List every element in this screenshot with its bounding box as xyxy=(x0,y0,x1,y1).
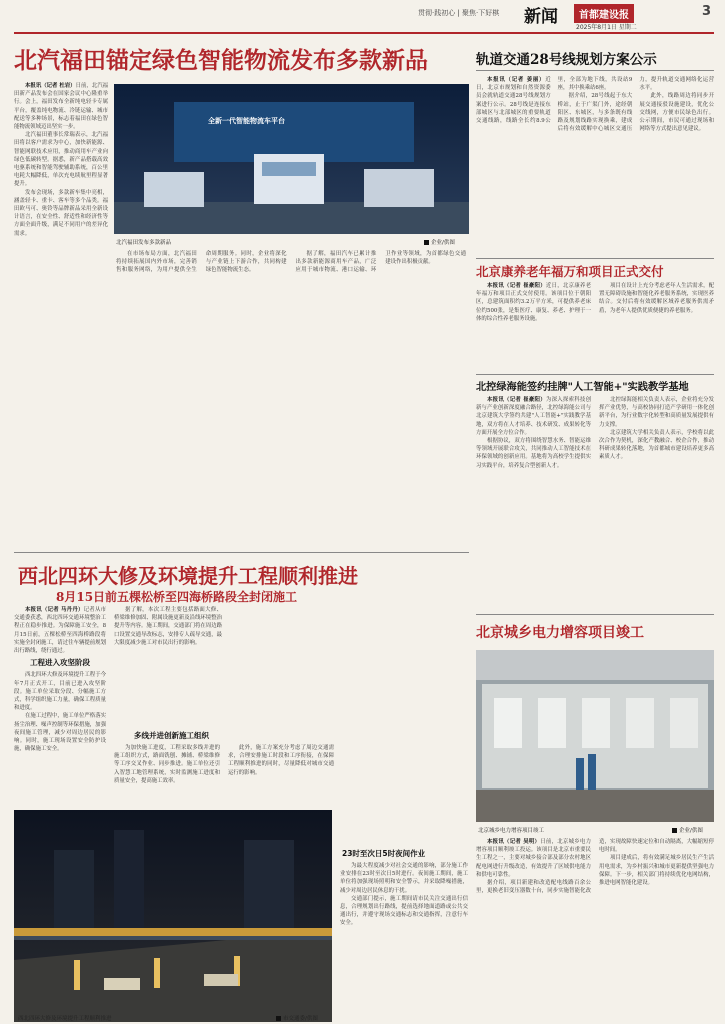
power-photo-credit xyxy=(672,826,703,834)
xisihuan-sec1-para-2: 在施工过程中，施工单位严格落实扬尘治理、噪声控制等环保措施，加强夜间施工管理，减少对周边居民的影响。同时，施工现场设置安全防护设施，确保施工安全。 xyxy=(14,713,106,753)
hai-para-2: 根据协议，双方将围绕智慧水务、智能运维等领域开展联合攻关，共同推动人工智能技术在环保领域的创新应用。基地将为高校学生提供实习实践平台，培养复合型创新人才。 xyxy=(476,438,591,469)
power-headline: 北京城乡电力增容项目竣工 xyxy=(476,625,644,641)
power-para-3: 项目建成后，将有效满足城乡居民生产生活用电需求，为乡村振兴和城市更新提供坚强电力保障。下一步，相关部门将持续优化电网结构，推进电网智能化建设。 xyxy=(599,855,714,887)
line28-rule xyxy=(476,70,714,71)
beiqi-stage-sign: 全新一代智能物流车平台 xyxy=(208,116,285,125)
beiqi-column-1 xyxy=(14,82,108,546)
credit-square-icon xyxy=(276,1016,281,1021)
kangyang-para-1: 近日，北京康养老年福万和项目正式交付使用。该项目位于朝阳区，总建筑面积约3.2万平方米，可提供养老床位约500张，是集医疗、康复、养老、护理于一体的综合性养老服务设施。 xyxy=(476,283,591,322)
beiqi-para-5: 据了解，福田汽车已累计推出多款新能源商用车产品，广泛应用于城市物流、港口运输、环卫作业等领域，为首都绿色交通建设作出积极贡献。 xyxy=(295,251,466,274)
kangyang-lead: 本报讯（记者 崔豪阳） xyxy=(487,283,546,289)
header-slogan: 贯彻·践初心 | 聚焦·下好棋 xyxy=(418,9,500,17)
header-slogan-left: 贯彻·践初心 xyxy=(418,9,456,17)
credit-square-icon xyxy=(672,828,677,833)
beiqi-photo-caption: 北汽福田发布多款新品 xyxy=(116,240,172,246)
xisihuan-rule xyxy=(14,552,469,553)
beiqi-photo xyxy=(114,84,469,234)
xisihuan-photo-caption: 西北四环大修及环境提升工程顺利推进 xyxy=(18,1016,112,1022)
beiqi-lead: 本报讯（记者 杜岩） xyxy=(25,83,76,89)
line28-body xyxy=(476,76,714,254)
header-slogan-right: 聚焦·下好棋 xyxy=(462,9,500,17)
page-number: 3 xyxy=(702,4,712,19)
xisihuan-sec2-para-1: 为加快施工进度，工程采取多线并进的施工组织方式，路面铣刨、摊铺、桥梁维修等工序交叉作业、同步推进。施工单位还引入智慧工地管理系统，实时监测施工进度和质量安全，提高施工效率。 xyxy=(114,745,220,784)
xisihuan-subheadline: 8月15日前五棵松桥至四海桥路段全封闭施工 xyxy=(56,590,298,604)
beiqi-para-1: 日前，北汽福田新产品发布会在国家会议中心隆重举行。会上，福田发布全新纯电轻卡专属平台，覆盖纯电物流、冷链运输、城市配送等多种场景，标志着福田在绿色智能物流领域迈出坚实一步。 xyxy=(14,83,108,131)
xisihuan-lead: 本报讯（记者 马丹丹） xyxy=(25,607,84,613)
line28-para-2: 据介绍，28号线起于东大桥站，止于广渠门外，途经朝阳区、东城区，与多条既有线路及规划线路实现换乘，建成后将有效缓解中心城区交通压力，提升轨道交通网络化运营水平。 xyxy=(557,77,714,133)
beiqi-para-2: 北汽福田董事长常瑞表示，北汽福田将以客户需求为中心，加快新能源、智能网联技术应用，推动商用车产业向绿色低碳转型。据悉，新产品搭载高效电驱系统和智能驾驶辅助系统，百公里电耗大幅降低，单次充电续航里程显著提升。 xyxy=(14,132,108,188)
hai-lead: 本报讯（记者 崔豪阳） xyxy=(487,397,546,403)
beiqi-para-3: 发布会现场，多款新车集中亮相，涵盖轻卡、重卡、客车等多个品类。福田欧马可、奥铃等品牌新品采用全新设计语言，在安全性、舒适性和经济性等方面全面升级，满足不同用户的差异化需求。 xyxy=(14,189,108,237)
hai-headline: 北控绿海能签约挂牌"人工智能+"实践教学基地 xyxy=(476,381,689,393)
power-para-1: 日前，北京城乡电力增容项目顺利竣工投运。该项目是北京市重要民生工程之一，主要对城乡接合部及部分农村地区配电网进行升级改造，有效提升了区域供电能力和供电可靠性。 xyxy=(476,839,591,878)
hai-para-1: 为深入探索科技创新与产业创新深度融合路径，北控绿海能公司与北京建筑大学签约共建"人工智能+"实践教学基地，双方将在人才培养、技术研发、成果转化等方面开展全方位合作。 xyxy=(476,397,591,436)
xisihuan-sec1-title: 工程进入攻坚阶段 xyxy=(30,658,90,668)
xisihuan-para-2: 据了解，本次工程主要包括路面大修、桥梁维修加固、附属设施更新及沿线环境整治提升等内容。施工期间，交通部门将在周边路口设置交通导改标志，安排专人疏导交通，最大限度减少施工对市民出行的影响。 xyxy=(114,607,222,646)
xisihuan-sec3-para-2: 交通部门提示，施工期间请市民关注交通出行信息，合理规划出行路线，提前选择地面道路或公共交通出行，并遵守现场交通标志和交通指挥，注意行车安全。 xyxy=(340,895,468,927)
beiqi-photo-credit-text: 企业/供图 xyxy=(431,240,455,246)
xisihuan-sec2-para-2: 此外，施工方案充分考虑了周边交通需求，合理安排施工时段和工序衔接，在保障工程顺利推进的同时，尽量降低对城市交通运行的影响。 xyxy=(228,745,334,776)
header-rule xyxy=(14,32,714,34)
beiqi-columns-2-5 xyxy=(116,250,466,546)
power-rule xyxy=(476,614,714,615)
kangyang-body xyxy=(476,282,714,370)
beiqi-headline: 北汽福田锚定绿色智能物流发布多款新品 xyxy=(14,47,428,74)
xisihuan-sec3-body xyxy=(340,862,468,1022)
power-lead: 本报讯（记者 吴明） xyxy=(487,839,541,845)
power-photo-credit-text: 企业/供图 xyxy=(679,828,703,834)
xisihuan-para-1: 记者从市交通委获悉，西北四环交通环境整治工程正在稳步推进。为保障施工安全，8月15日前，五棵松桥至四海桥路段将实施全封闭施工，请过往车辆提前规划出行路线，绕行通过。 xyxy=(14,607,106,655)
xisihuan-photo-credit-text: 市交通委/供图 xyxy=(283,1016,318,1022)
beiqi-photo-credit xyxy=(424,238,455,246)
power-para-2: 据介绍，项目新建和改造配电线路百余公里，更换老旧变压器数十台，同步实施智能化改造，实现故障快速定位和自动隔离，大幅缩短停电时间。 xyxy=(476,839,714,895)
section-title: 新闻 xyxy=(524,7,558,27)
xisihuan-photo-credit xyxy=(276,1014,318,1022)
newspaper-name: 首都建设报 xyxy=(574,4,634,23)
xisihuan-sec3-para-1: 为最大程度减少对社会交通的影响，部分施工作业安排在23时至次日5时进行。夜间施工期间，施工单位将加强现场照明和安全警示，并采取降噪措施，减少对周边居民休息的干扰。 xyxy=(340,863,468,894)
beiqi-para-4: 在市场布局方面，北汽福田将持续拓展国内外市场，完善销售和服务网络，为用户提供全生命周期服务。同时，企业将深化与产业链上下游合作，共同构建绿色智能物流生态。 xyxy=(116,251,287,274)
xisihuan-sec1-para-1: 西北四环大修及环境提升工程于今年7月正式开工，目前已进入攻坚阶段。施工单位采取分段、分幅施工方式，科学组织施工力量，确保工程质量和进度。 xyxy=(14,672,106,712)
kangyang-headline: 北京康养老年福万和项目正式交付 xyxy=(476,264,664,279)
xisihuan-sec2-title: 多线并进创新施工组织 xyxy=(134,731,209,740)
xisihuan-column-2 xyxy=(114,606,222,728)
line28-para-1: 近日，北京市规划和自然资源委员会就轨道交通28号线规划方案进行公示。28号线是连接东部城区与北部城区的重要轨道交通线路，线路全长约8.9公里，全部为地下线，共设站9座，其中换乘站6座。 xyxy=(476,77,633,125)
kangyang-rule xyxy=(476,258,714,259)
line28-para-3: 此外，线路周边将同步开展交通接驳设施建设，优化公交线网，方便市民绿色出行。公示期间，市民可通过现场和网络等方式提出意见建议。 xyxy=(639,93,714,133)
xisihuan-sec2-body xyxy=(114,744,334,808)
power-photo xyxy=(476,650,714,822)
line28-headline: 轨道交通28号线规划方案公示 xyxy=(476,52,657,68)
credit-square-icon xyxy=(424,240,429,245)
hai-para-4: 北京建筑大学相关负责人表示，学校将以此次合作为契机，深化产教融合、校企合作，推动科研成果转化落地，为首都城市建设培养更多高素质人才。 xyxy=(599,429,714,461)
xisihuan-headline: 西北四环大修及环境提升工程顺利推进 xyxy=(18,564,358,588)
kangyang-para-2: 项目在设计上充分考虑老年人生活需求，配置无障碍设施和智能化养老服务系统，实现医养结合。交付后将有效缓解区域养老服务供需矛盾，为老年人提供优质便捷的养老服务。 xyxy=(599,283,714,314)
hai-para-3: 北控绿海能相关负责人表示，企业将充分发挥产业优势，与高校协同打造产学研用一体化创新平台，为行业数字化转型和高质量发展提供有力支撑。 xyxy=(599,397,714,428)
issue-date: 2025年8月1日 星期二 xyxy=(576,24,637,31)
xisihuan-sec3-title: 23时至次日5时夜间作业 xyxy=(342,849,426,858)
hai-rule xyxy=(476,374,714,375)
power-body xyxy=(476,838,714,1022)
power-photo-caption: 北京城乡电力增容项目竣工 xyxy=(478,828,545,834)
hai-body xyxy=(476,396,714,610)
line28-lead: 本报讯（记者 姜丽） xyxy=(487,77,546,83)
xisihuan-photo xyxy=(14,810,332,1022)
